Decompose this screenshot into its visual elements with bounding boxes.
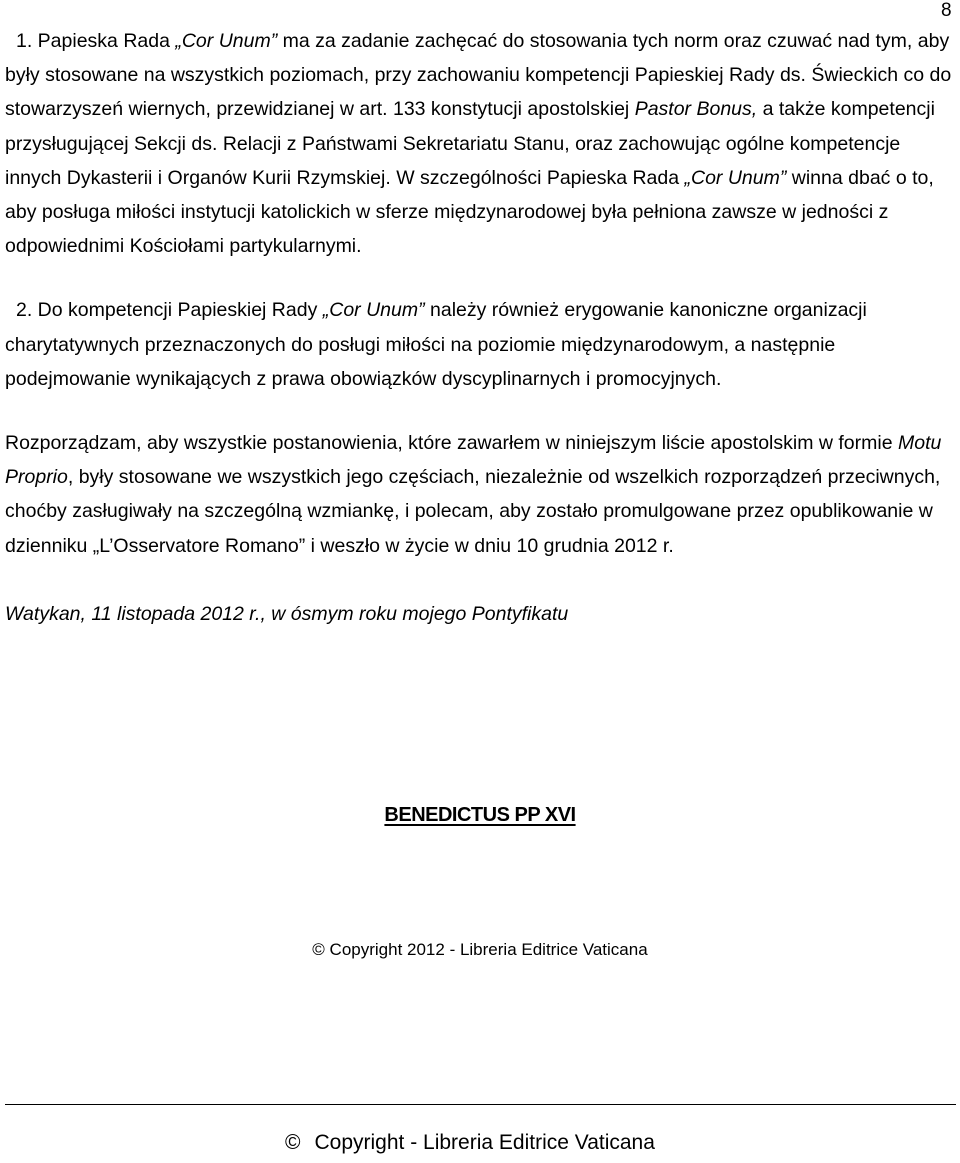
footer-copyright xyxy=(285,1131,655,1155)
paragraph-1-text: ma za zadanie zachęcać do stosowania tych norm oraz czuwać nad tym, aby były stosowane na wszystkich poziomach, przy zachowaniu kompetencji Papieskiej Rady ds. Świeckich co do stowarzyszeń wiernych, przewidzianej w art. 133 konstytucji apostolskiej xyxy=(5,30,952,121)
paragraph-3 xyxy=(5,426,957,563)
copyright-notice: © Copyright 2012 - Libreria Editrice Vaticana xyxy=(312,940,648,959)
footer-divider xyxy=(5,1104,956,1105)
footer-copyright-text: Copyright - Libreria Editrice Vaticana xyxy=(314,1131,655,1154)
pastor-bonus-italic: Pastor Bonus, xyxy=(634,98,758,121)
paragraph-2-text: 2. Do kompetencji Papieskiej Rady xyxy=(16,299,323,322)
motu-proprio-italic: Motu Proprio xyxy=(5,432,942,489)
paragraph-2-text: należy również erygowanie kanoniczne organizacji charytatywnych przeznaczonych do posługi miłości na poziomie międzynarodowym, a następnie podejmowanie wynikających z prawa obowiązków dyscyplinarnych i promocyjnych. xyxy=(5,299,867,390)
page-number: 8 xyxy=(941,0,952,21)
paragraph-3-text: Rozporządzam, aby wszystkie postanowienia, które zawarłem w niniejszym liście apostolskim w formie xyxy=(5,432,898,455)
paragraph-2 xyxy=(5,293,957,396)
paragraph-1 xyxy=(5,24,957,263)
signature: BENEDICTUS PP XVI xyxy=(384,804,576,826)
paragraph-1-text: a także kompetencji przysługującej Sekcji ds. Relacji z Państwami Sekretariatu Stanu, oraz zachowując ogólne kompetencje innych Dykasterii i Organów Kurii Rzymskiej. W szczególności Papieska Rada xyxy=(5,98,935,189)
paragraph-1-text: 1. Papieska Rada xyxy=(16,30,176,52)
cor-unum-italic: „Cor Unum” xyxy=(175,30,278,52)
cor-unum-italic: „Cor Unum” xyxy=(684,166,787,189)
cor-unum-italic: „Cor Unum” xyxy=(322,299,425,322)
paragraph-1-text: winna dbać o to, aby posługa miłości instytucji katolickich w sferze międzynarodowej była pełniona zawsze w jedności z odpowiednimi Kościołami partykularnymi. xyxy=(5,166,934,258)
place-and-date: Watykan, 11 listopada 2012 r., w ósmym roku mojego Pontyfikatu xyxy=(5,602,569,625)
copyright-icon: © xyxy=(285,1131,301,1154)
paragraph-3-text: , były stosowane we wszystkich jego częściach, niezależnie od wszelkich rozporządzeń przeciwnych, choćby zasługiwały na szczególną wzmiankę, i polecam, aby zostało promulgowane przez opublikowanie w dzienniku „L’Osservatore Romano” i weszło w życie w dniu 10 grudnia 2012 r. xyxy=(5,466,941,557)
document-body xyxy=(5,24,957,631)
